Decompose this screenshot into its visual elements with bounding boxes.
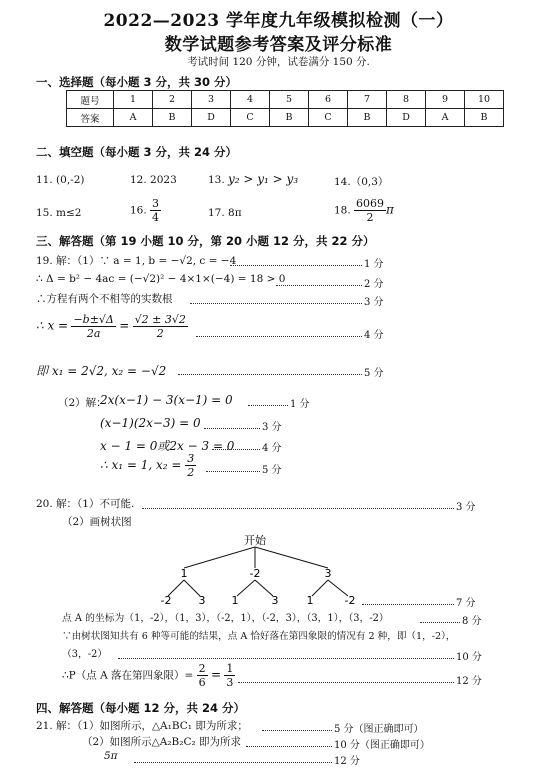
answer-13: y₂ > y₁ > y₃ xyxy=(228,172,299,186)
table-cell: A xyxy=(114,109,153,127)
score-mark: 5 分（图正确即可） xyxy=(334,724,424,735)
table-cell: 7 xyxy=(348,91,387,109)
dotted-leader xyxy=(262,730,332,731)
fraction xyxy=(185,452,196,479)
fraction-denominator: 2 xyxy=(366,211,374,224)
table-row xyxy=(67,91,504,109)
tree-root: 开始 xyxy=(244,534,266,547)
q19-line-3: ∴方程有两个不相等的实数根 xyxy=(36,293,173,305)
q19-part2-line-3: x − 1 = 0或2x − 3 = 0 xyxy=(100,439,235,453)
table-cell: D xyxy=(387,109,426,127)
score-mark: 3 分 xyxy=(364,297,384,308)
table-cell: 6 xyxy=(309,91,348,109)
tree-diagram xyxy=(150,532,390,604)
math-text: = xyxy=(119,318,130,333)
tree-leaf: -2 xyxy=(344,594,356,604)
score-mark: 4 分 xyxy=(364,330,384,341)
fraction-numerator: 1 xyxy=(226,662,234,675)
table-cell: A xyxy=(426,109,465,127)
answer-11: 11. (0,-2) xyxy=(36,174,85,186)
dotted-leader xyxy=(276,285,362,286)
section-heading-solve-1: 三、解答题（第 19 小题 10 分，第 20 小题 12 分，共 22 分） xyxy=(36,234,375,248)
fraction-numerator: 3 xyxy=(152,197,160,210)
score-mark: 1 分 xyxy=(290,399,310,410)
fraction-numerator: −b±√Δ xyxy=(73,313,114,326)
score-mark: 5 分 xyxy=(364,368,384,379)
table-cell: C xyxy=(231,109,270,127)
score-mark: 8 分 xyxy=(462,616,482,627)
fraction-denominator: 2 xyxy=(187,466,195,479)
fraction xyxy=(354,197,386,224)
score-mark: 3 分 xyxy=(262,422,282,433)
q20-line-3: 点 A 的坐标为（1，-2），（1，3），（-2，1），（-2，3），（3，1），（3，-2） xyxy=(62,613,389,624)
row-label-number: 题号 xyxy=(67,91,114,109)
score-mark: 12 分 xyxy=(334,756,360,767)
table-cell: 4 xyxy=(231,91,270,109)
fraction xyxy=(224,662,235,689)
q21-line-2: （2）如图所示△A₂B₂C₂ 即为所求 xyxy=(82,736,242,748)
math-text: ∴ x = xyxy=(36,318,69,333)
score-mark: 12 分 xyxy=(456,676,482,687)
table-cell: B xyxy=(465,109,504,127)
answer-17: 17. 8π xyxy=(208,207,242,219)
title-line-2: 数学试题参考答案及评分标准 xyxy=(164,35,393,55)
fraction-numerator: 3 xyxy=(187,452,195,465)
table-cell: C xyxy=(309,109,348,127)
fraction xyxy=(150,197,161,224)
q19-part2-line-2: (x−1)(2x−3) = 0 xyxy=(100,416,201,430)
pi-symbol: π xyxy=(386,202,394,217)
dotted-leader xyxy=(362,604,454,605)
score-mark: 1 分 xyxy=(364,259,384,270)
table-cell: B xyxy=(348,109,387,127)
fraction-denominator: 3 xyxy=(226,676,234,689)
tree-node: 3 xyxy=(324,567,332,580)
dotted-leader xyxy=(420,622,460,623)
section-heading-solve-2: 四、解答题（每小题 12 分，共 24 分） xyxy=(36,701,246,715)
tree-leaf: 1 xyxy=(231,594,239,604)
table-cell: B xyxy=(270,109,309,127)
prob-text: ∴P（点 A 落在第四象限）= xyxy=(62,669,194,682)
dotted-leader xyxy=(142,508,454,509)
answer-table xyxy=(66,90,504,127)
answer-13-label: 13. xyxy=(208,174,225,186)
table-cell: 10 xyxy=(465,91,504,109)
fraction-numerator: √2 ± 3√2 xyxy=(134,313,186,326)
score-mark: 10 分（图正确即可） xyxy=(334,740,430,751)
table-cell: 3 xyxy=(192,91,231,109)
answer-18-label: 18. xyxy=(334,204,351,217)
tree-leaf: -2 xyxy=(160,594,172,604)
q21-line-3: 5π xyxy=(104,750,118,762)
fraction-denominator: 4 xyxy=(152,211,160,224)
title-line-1: 2022—2023 学年度九年级模拟检测（一） xyxy=(103,11,454,31)
score-mark: 7 分 xyxy=(456,598,476,609)
q20-line-4: ∵由树状图知共有 6 种等可能的结果，点 A 恰好落在第四象限的情况有 2 种，即（1，-2）， xyxy=(62,631,456,642)
score-mark: 10 分 xyxy=(456,652,482,663)
answer-16 xyxy=(130,197,161,224)
dotted-leader xyxy=(230,265,362,266)
table-cell: 8 xyxy=(387,91,426,109)
dotted-leader xyxy=(204,428,260,429)
tree-leaf: 3 xyxy=(198,594,206,604)
answer-15: 15. m≤2 xyxy=(36,207,82,219)
dotted-leader xyxy=(196,336,362,337)
dotted-leader xyxy=(246,746,332,747)
dotted-leader xyxy=(178,374,362,375)
table-cell: 5 xyxy=(270,91,309,109)
dotted-leader xyxy=(238,682,454,683)
answer-14: 14.（0,3） xyxy=(334,176,389,188)
q19-line-2: ∴ Δ = b² − 4ac = (−√2)² − 4×1×(−4) = 18 > 0 xyxy=(36,273,286,285)
fraction-denominator: 6 xyxy=(198,676,206,689)
table-cell: 2 xyxy=(153,91,192,109)
score-mark: 2 分 xyxy=(364,279,384,290)
math-text: = xyxy=(211,667,222,682)
q19-line-1: 19. 解：（1）∵ a = 1, b = −√2, c = −4 xyxy=(36,255,237,267)
math-text: ∴ x₁ = 1, x₂ = xyxy=(100,458,182,472)
fraction-numerator: 6069 xyxy=(356,197,385,210)
q19-part2-label: （2）解： xyxy=(58,397,107,409)
q20-line-2: （2）画树状图 xyxy=(62,516,132,528)
q21-line-1: 21. 解：（1）如图所示，△A₁BC₁ 即为所求； xyxy=(36,720,248,732)
table-cell: D xyxy=(192,109,231,127)
q19-line-5: 即 x₁ = 2√2, x₂ = −√2 xyxy=(36,364,167,378)
table-row xyxy=(67,109,504,127)
exam-info: 考试时间 120 分钟，试卷满分 150 分. xyxy=(187,56,370,68)
q19-part2-line-4 xyxy=(100,452,196,479)
table-cell: 1 xyxy=(114,91,153,109)
q19-part2-line-1: 2x(x−1) − 3(x−1) = 0 xyxy=(100,393,233,407)
score-mark: 4 分 xyxy=(262,443,282,454)
fraction xyxy=(133,313,188,340)
q19-line-4 xyxy=(36,313,188,340)
section-heading-choice: 一、选择题（每小题 3 分，共 30 分） xyxy=(36,75,238,89)
score-mark: 5 分 xyxy=(262,465,282,476)
tree-node: 1 xyxy=(180,567,188,580)
fraction xyxy=(197,662,208,689)
answer-18 xyxy=(334,197,394,224)
answer-12: 12. 2023 xyxy=(130,174,177,186)
dotted-leader xyxy=(118,658,454,659)
q20-line-5: （3，-2） xyxy=(62,649,108,660)
answer-16-label: 16. xyxy=(130,204,147,217)
fraction-denominator: 2 xyxy=(156,327,164,340)
table-cell: 9 xyxy=(426,91,465,109)
fraction xyxy=(71,313,115,340)
table-cell: B xyxy=(153,109,192,127)
row-label-answer: 答案 xyxy=(67,109,114,127)
fraction-numerator: 2 xyxy=(198,662,206,675)
tree-leaf: 1 xyxy=(306,594,314,604)
fraction-denominator: 2a xyxy=(86,327,101,340)
score-mark: 3 分 xyxy=(456,502,476,513)
q20-line-6 xyxy=(62,662,235,689)
dotted-leader xyxy=(190,303,362,304)
dotted-leader xyxy=(134,762,332,763)
section-heading-fill: 二、填空题（每小题 3 分，共 24 分） xyxy=(36,145,238,159)
dotted-leader xyxy=(248,405,288,406)
tree-node: -2 xyxy=(249,567,261,580)
dotted-leader xyxy=(206,471,260,472)
dotted-leader xyxy=(212,449,260,450)
tree-leaf: 3 xyxy=(271,594,279,604)
q20-line-1: 20. 解：（1）不可能. xyxy=(36,498,135,510)
